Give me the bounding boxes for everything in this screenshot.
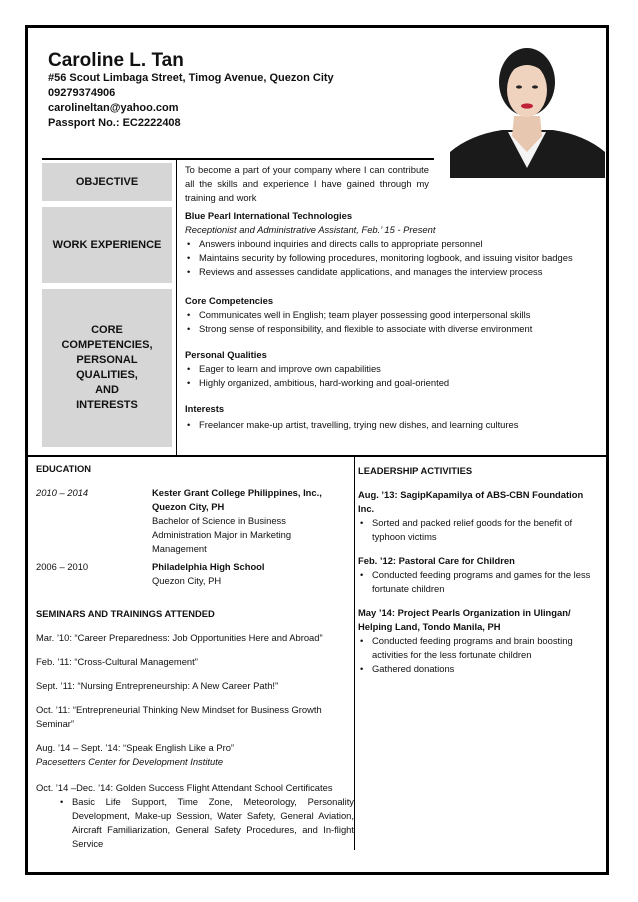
school-location: Quezon City, PH (152, 501, 225, 512)
profile-photo (450, 40, 605, 178)
edu-dates: 2010 – 2014 (36, 487, 89, 498)
list-item: • Reviews and assesses candidate applications, and manages the interview process (187, 265, 605, 279)
list-item: • Sorted and packed relief goods for the benefit of typhoon victims (360, 516, 598, 544)
core-label-line: AND (95, 384, 119, 396)
section-rule (28, 455, 606, 457)
objective-label (42, 163, 172, 201)
list-item: • Eager to learn and improve own capabilities (187, 362, 605, 376)
company-name: Blue Pearl International Technologies (185, 210, 353, 221)
edu-dates: 2006 – 2010 (36, 561, 89, 572)
edu-entry (152, 486, 347, 556)
competencies-list (185, 308, 605, 336)
table-top-rule (42, 158, 434, 160)
list-item: • Freelancer make-up artist, travelling, trying new dishes, and learning cultures (187, 418, 605, 432)
seminar-item: Mar. ’10: “Career Preparedness: Job Opportunities Here and Abroad” (36, 632, 323, 643)
list-item: • Maintains security by following procedures, monitoring logbook, and issuing visitor badges (187, 251, 605, 265)
work-experience (185, 209, 605, 279)
edu-entry (152, 560, 347, 588)
core-label-line: CORE (91, 324, 123, 336)
work-label-text: WORK EXPERIENCE (52, 238, 162, 251)
seminar-item: Oct. ’14 –Dec. ’14: Golden Success Flight Attendant School Certificates (36, 782, 333, 793)
job-position: Receptionist and Administrative Assistant, Feb.’ 15 - Present (185, 224, 436, 235)
leadership-heading: May ’14: Project Pearls Organization in Ulingan/ Helping Land, Tondo Manila, PH (358, 607, 571, 632)
seminar-item: Aug. ’14 – Sept. ’14: “Speak English Like a Pro” (36, 742, 235, 753)
degree-line: Administration Major in Marketing (152, 529, 292, 540)
leadership-heading: Aug. ’13: SagipKapamilya of ABS-CBN Foundation Inc. (358, 489, 584, 514)
work-experience-label (42, 207, 172, 283)
qualities-title: Personal Qualities (185, 349, 267, 360)
core-content (185, 294, 605, 432)
list-item: • Communicates well in English; team player possessing good interpersonal skills (187, 308, 605, 322)
list-item: • Highly organized, ambitious, hard-working and goal-oriented (187, 376, 605, 390)
phone: 09279374906 (48, 87, 116, 99)
core-label-line: QUALITIES, (76, 369, 138, 381)
list-item: • Conducted feeding programs and games for the less fortunate children (360, 568, 598, 596)
leadership-bullets (358, 568, 598, 596)
leadership-title: LEADERSHIP ACTIVITIES (358, 465, 473, 476)
school-location: Quezon City, PH (152, 575, 222, 586)
list-item: • Basic Life Support, Time Zone, Meteorology, Personality Development, Make-up Session, Water Safety, General Aviation, Aircraft Familiarization, General Safety Procedures, and In-flight Service (60, 795, 354, 851)
list-item: • Conducted feeding programs and brain boosting activities for the less fortunate children (360, 634, 598, 662)
list-item: • Answers inbound inquiries and directs calls to appropriate personnel (187, 237, 605, 251)
core-label-line: INTERESTS (76, 399, 138, 411)
school-name: Kester Grant College Philippines, Inc., (152, 487, 322, 498)
seminars-title: SEMINARS AND TRAININGS ATTENDED (36, 608, 215, 619)
education-section (36, 462, 351, 476)
interests-title: Interests (185, 403, 225, 414)
qualities-list (185, 362, 605, 390)
seminar-item: Sept. ’11: “Nursing Entrepreneurship: A New Career Path!” (36, 680, 279, 691)
education-title: EDUCATION (36, 463, 92, 474)
list-item: • Gathered donations (360, 662, 598, 676)
objective-label-text: OBJECTIVE (75, 175, 139, 188)
leadership-bullets (358, 634, 598, 676)
passport: Passport No.: EC2222408 (48, 117, 181, 129)
competencies-title: Core Competencies (185, 295, 274, 306)
core-label-line: PERSONAL (76, 354, 138, 366)
seminar-item: Oct. ’11: “Entrepreneurial Thinking New Mindset for Business Growth Seminar” (36, 704, 322, 729)
leadership-section (358, 464, 598, 676)
leadership-heading: Feb. ’12: Pastoral Care for Children (358, 555, 515, 566)
objective-text: To become a part of your company where I can contribute all the skills and experience I have gained through my training and work (185, 164, 429, 203)
school-name: Philadelphia High School (152, 561, 265, 572)
applicant-name: Caroline L. Tan (48, 50, 184, 71)
list-item: • Strong sense of responsibility, and flexible to associate with diverse environment (187, 322, 605, 336)
contact-block (48, 71, 334, 131)
leadership-bullets (358, 516, 598, 544)
column-divider (354, 457, 355, 850)
seminar-item: Feb. ’11: “Cross-Cultural Management” (36, 656, 198, 667)
seminar-bullets (36, 795, 354, 851)
address: #56 Scout Limbaga Street, Timog Avenue, Quezon City (48, 72, 334, 84)
email: carolineltan@yahoo.com (48, 102, 179, 114)
seminar-org: Pacesetters Center for Development Institute (36, 756, 224, 767)
table-divider (176, 158, 177, 455)
core-label-line: COMPETENCIES, (61, 339, 153, 351)
seminars-section (36, 607, 354, 851)
core-label (42, 289, 172, 447)
work-bullets (185, 237, 605, 279)
interests-list (185, 418, 605, 432)
core-label-text (61, 323, 152, 413)
degree-line: Management (152, 543, 207, 554)
degree-line: Bachelor of Science in Business (152, 515, 286, 526)
